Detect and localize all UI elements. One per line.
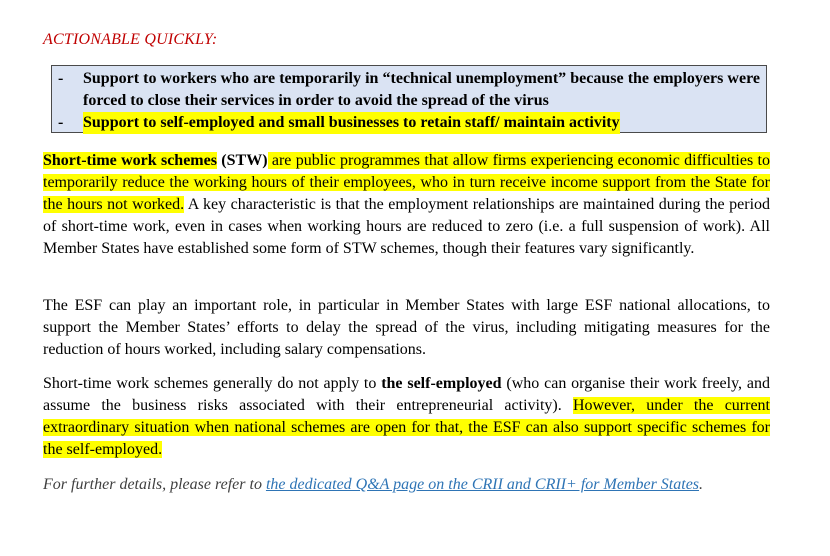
- list-item: [58, 68, 760, 112]
- qa-page-link[interactable]: the dedicated Q&A page on the CRII and CRII+ for Member States: [265, 476, 700, 493]
- list-item-text: Support to self-employed and small businesses to retain staff/ maintain activity: [83, 112, 620, 134]
- list-item: [58, 112, 760, 134]
- list-dash: -: [58, 70, 64, 87]
- paragraph-self-employed: [43, 373, 770, 461]
- stw-abbr: (STW): [216, 152, 268, 169]
- stw-definition: are public programmes that allow firms experiencing economic difficulties to temporarily reduce the working hours of their employees, who in turn receive income support from the State for the hours not worked.: [43, 152, 770, 213]
- self-employed-mid: (who can organise their work freely, and assume the business risks associated with their entrepreneurial activity).: [43, 375, 770, 414]
- paragraph-stw: [43, 150, 770, 260]
- self-employed-highlight: However, under the current extraordinary situation when national schemes are open for that, the ESF can also support specific schemes for the self-employed.: [43, 397, 771, 458]
- self-employed-term: the self-employed: [381, 375, 502, 392]
- stw-term: Short-time work schemes: [43, 152, 217, 169]
- stw-details: A key characteristic is that the employment relationships are maintained during the period of short-time work, even in cases when working hours are reduced to zero (i.e. a full suspension of work). All Member States have established some form of STW schemes, though their features vary significantly.: [43, 196, 771, 257]
- self-employed-pre: Short-time work schemes generally do not apply to: [43, 375, 382, 392]
- section-heading: ACTIONABLE QUICKLY:: [43, 31, 218, 48]
- actionable-box: [51, 65, 767, 133]
- paragraph-esf-role: The ESF can play an important role, in particular in Member States with large ESF national allocations, to support the Member States’ efforts to delay the spread of the virus, including mitigating measures for the reduction of hours worked, including salary compensations.: [43, 297, 770, 358]
- paragraph-further-details: [43, 474, 770, 496]
- further-details-post: .: [699, 476, 704, 493]
- list-dash: -: [58, 114, 64, 131]
- list-item-text: Support to workers who are temporarily in “technical unemployment” because the employers were forced to close their services in order to avoid the spread of the virus: [83, 70, 760, 109]
- further-details-pre: For further details, please refer to: [43, 476, 266, 493]
